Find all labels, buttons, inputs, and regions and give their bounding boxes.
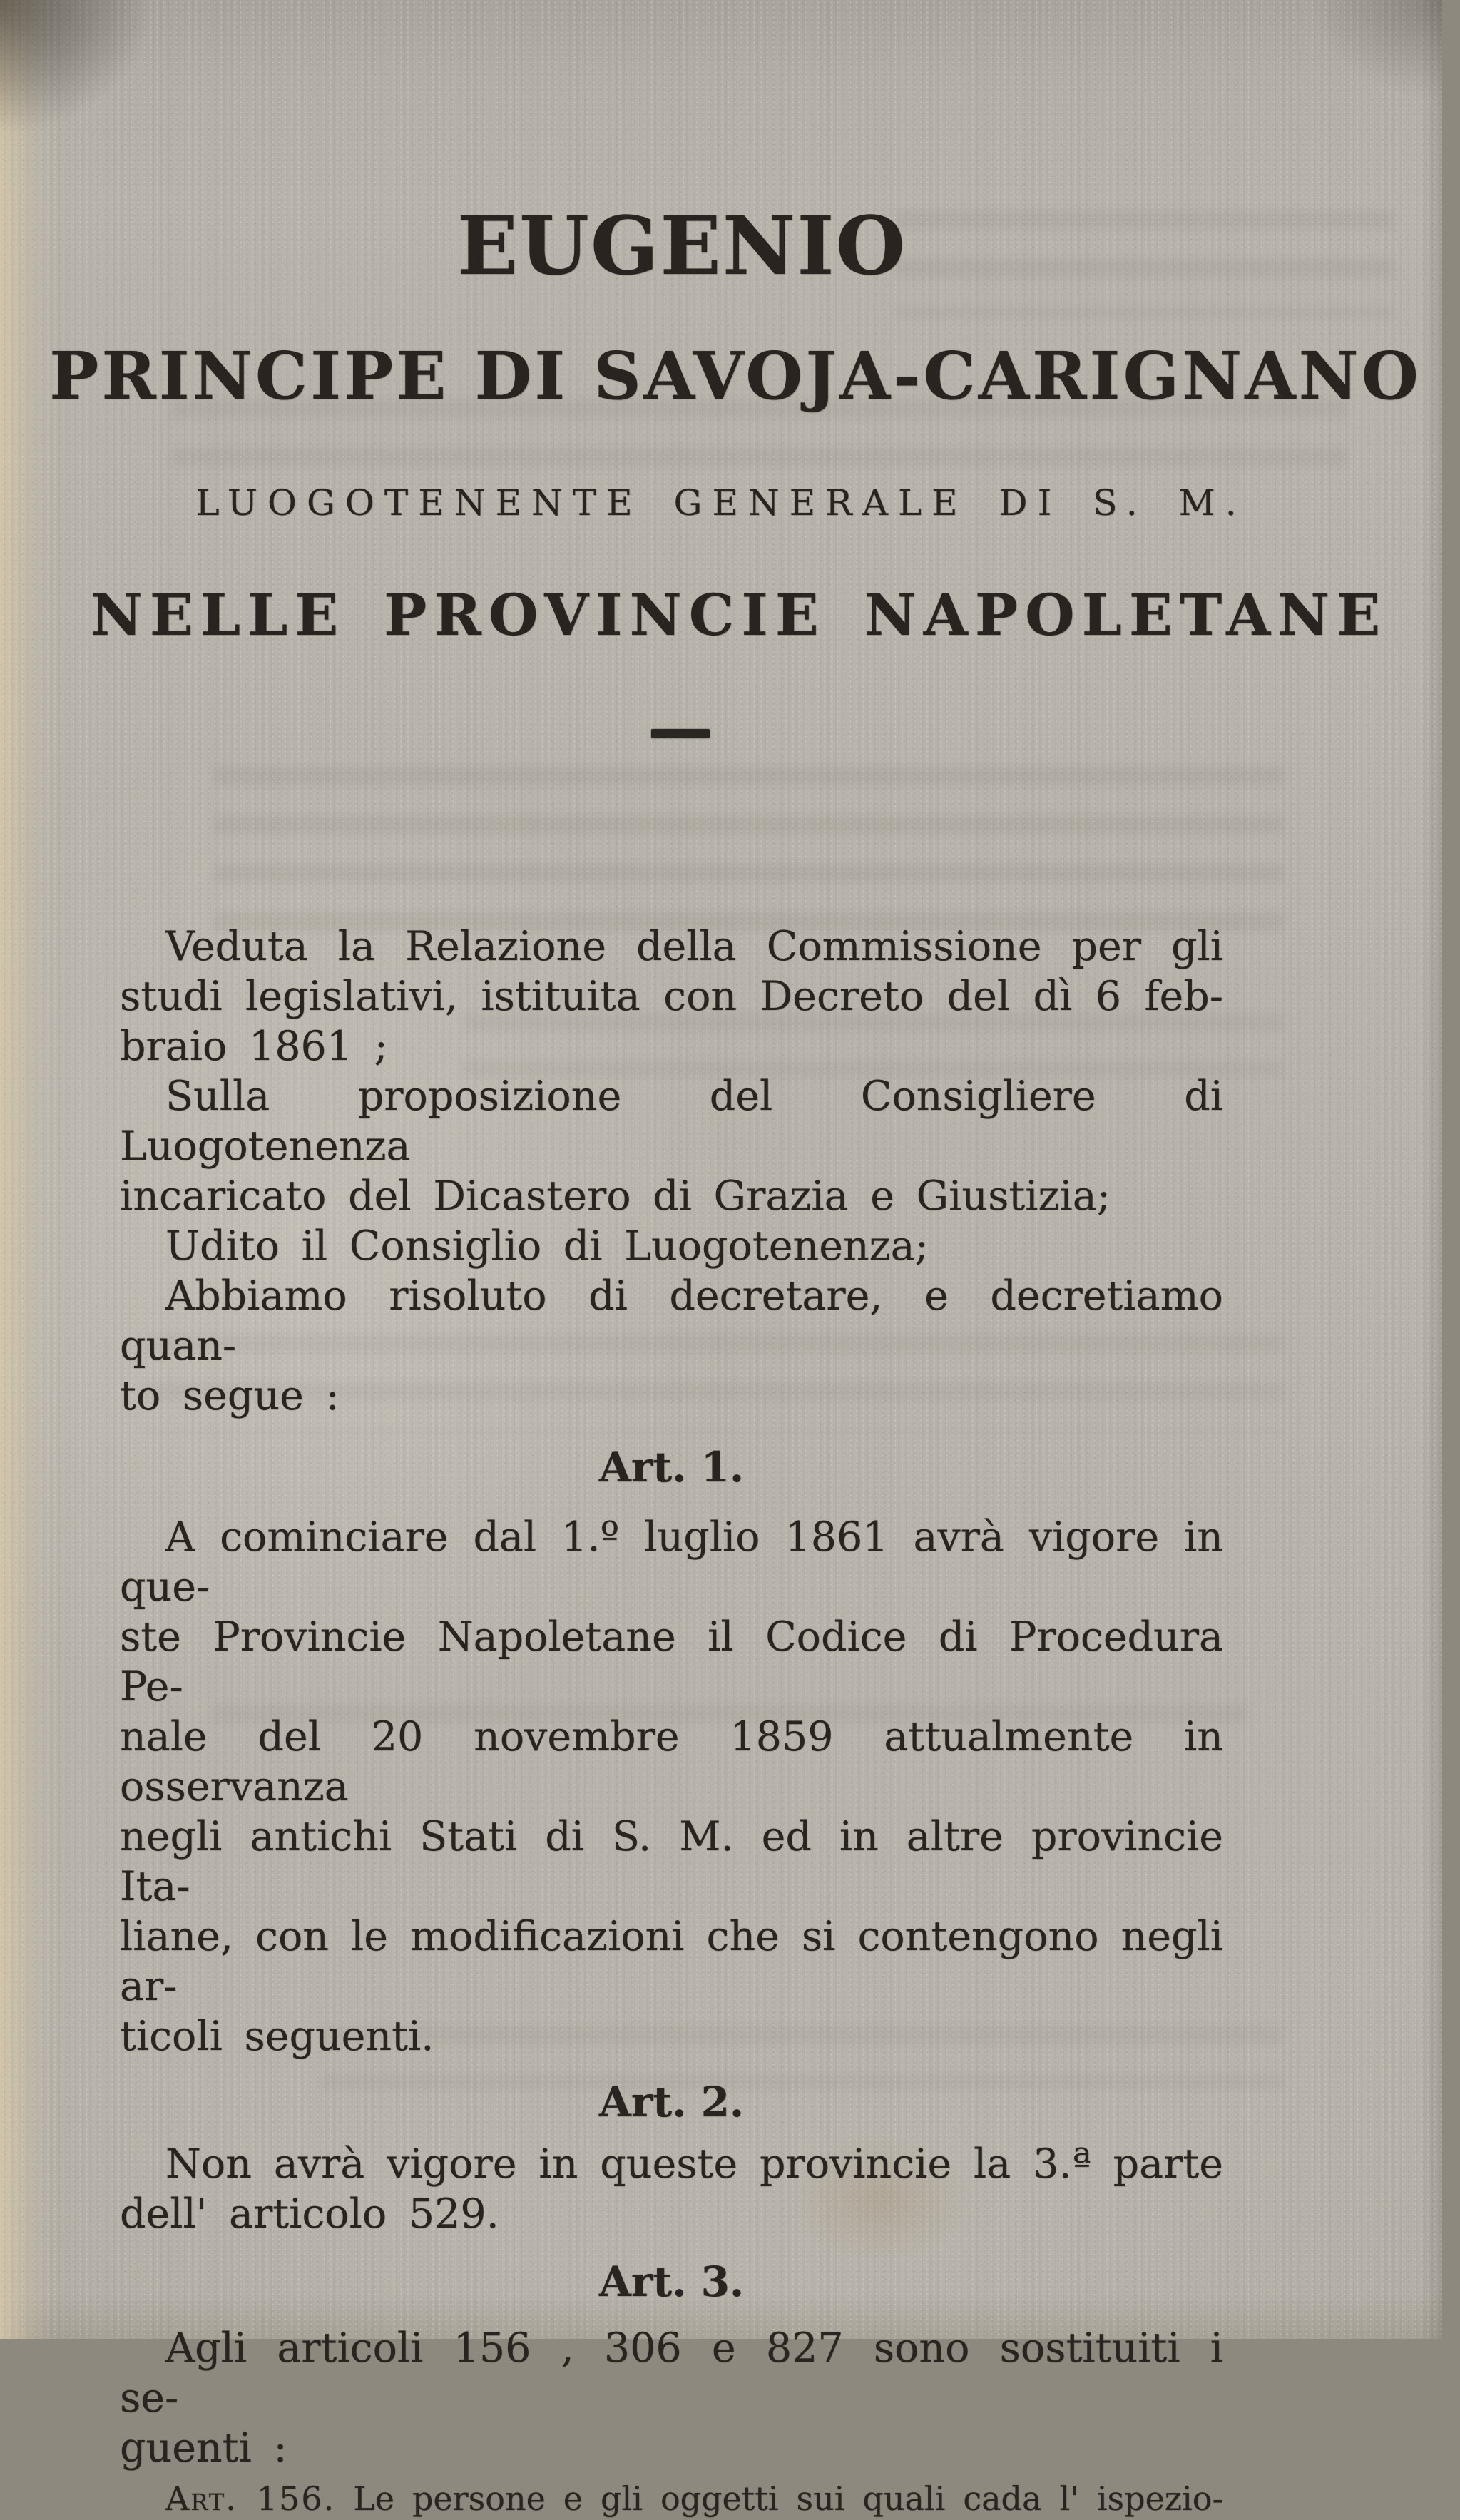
article-1-line: negli antichi Stati di S. M. ed in altre provincie Ita- <box>120 1813 1223 1910</box>
article-1-heading: Art. 1. <box>598 1443 745 1491</box>
preamble-line: studi legislativi, istituita con Decreto del dì 6 feb- <box>120 973 1223 1020</box>
preamble-line: Abbiamo risoluto di decretare, e decretiamo quan- <box>120 1272 1223 1369</box>
preamble-line: to segue : <box>120 1372 340 1419</box>
section-divider-rule <box>651 729 710 738</box>
article-1-line: ticoli seguenti. <box>120 2013 434 2060</box>
article-2-line: Non avrà vigore in queste provincie la 3.ª parte <box>165 2141 1223 2188</box>
preamble-line: incaricato del Dicastero di Grazia e Giustizia; <box>120 1173 1111 1220</box>
neapolitan-provinces-line: NELLE PROVINCIE NAPOLETANE <box>90 581 1388 648</box>
article-1-line: A cominciare dal 1.º luglio 1861 avrà vigore in que- <box>120 1514 1223 1611</box>
article-1-line: ste Provincie Napoletane il Codice di Procedura Pe- <box>120 1613 1223 1710</box>
article-3-line: guenti : <box>120 2424 287 2471</box>
article-156-line <box>120 2477 1223 2520</box>
page-title: EUGENIO <box>456 200 907 293</box>
preamble-line: Sulla proposizione del Consigliere di Luogotenenza <box>120 1073 1223 1170</box>
article-3-line: Agli articoli 156 , 306 e 827 sono sostituiti i se- <box>120 2325 1223 2422</box>
preamble-line: Veduta la Relazione della Commissione per gli <box>165 923 1223 970</box>
article-2-heading: Art. 2. <box>598 2078 745 2126</box>
lieutenant-general-line: LUOGOTENENTE GENERALE DI S. M. <box>195 482 1247 524</box>
preamble-line: Udito il Consiglio di Luogotenenza; <box>165 1223 929 1270</box>
article-156-text: Le persone e gli oggetti sui quali cada l' ispezio- <box>335 2479 1223 2518</box>
article-1-line: liane, con le modificazioni che si contengono negli ar- <box>120 1913 1223 2010</box>
page-subtitle: PRINCIPE DI SAVOJA-CARIGNANO <box>49 337 1421 414</box>
article-1-line: nale del 20 novembre 1859 attualmente in osservanza <box>120 1713 1223 1810</box>
preamble-line: braio 1861 ; <box>120 1023 388 1070</box>
article-156-ref: Art. 156. <box>165 2479 336 2518</box>
article-2-line: dell' articolo 529. <box>120 2190 499 2238</box>
article-3-heading: Art. 3. <box>598 2258 745 2306</box>
